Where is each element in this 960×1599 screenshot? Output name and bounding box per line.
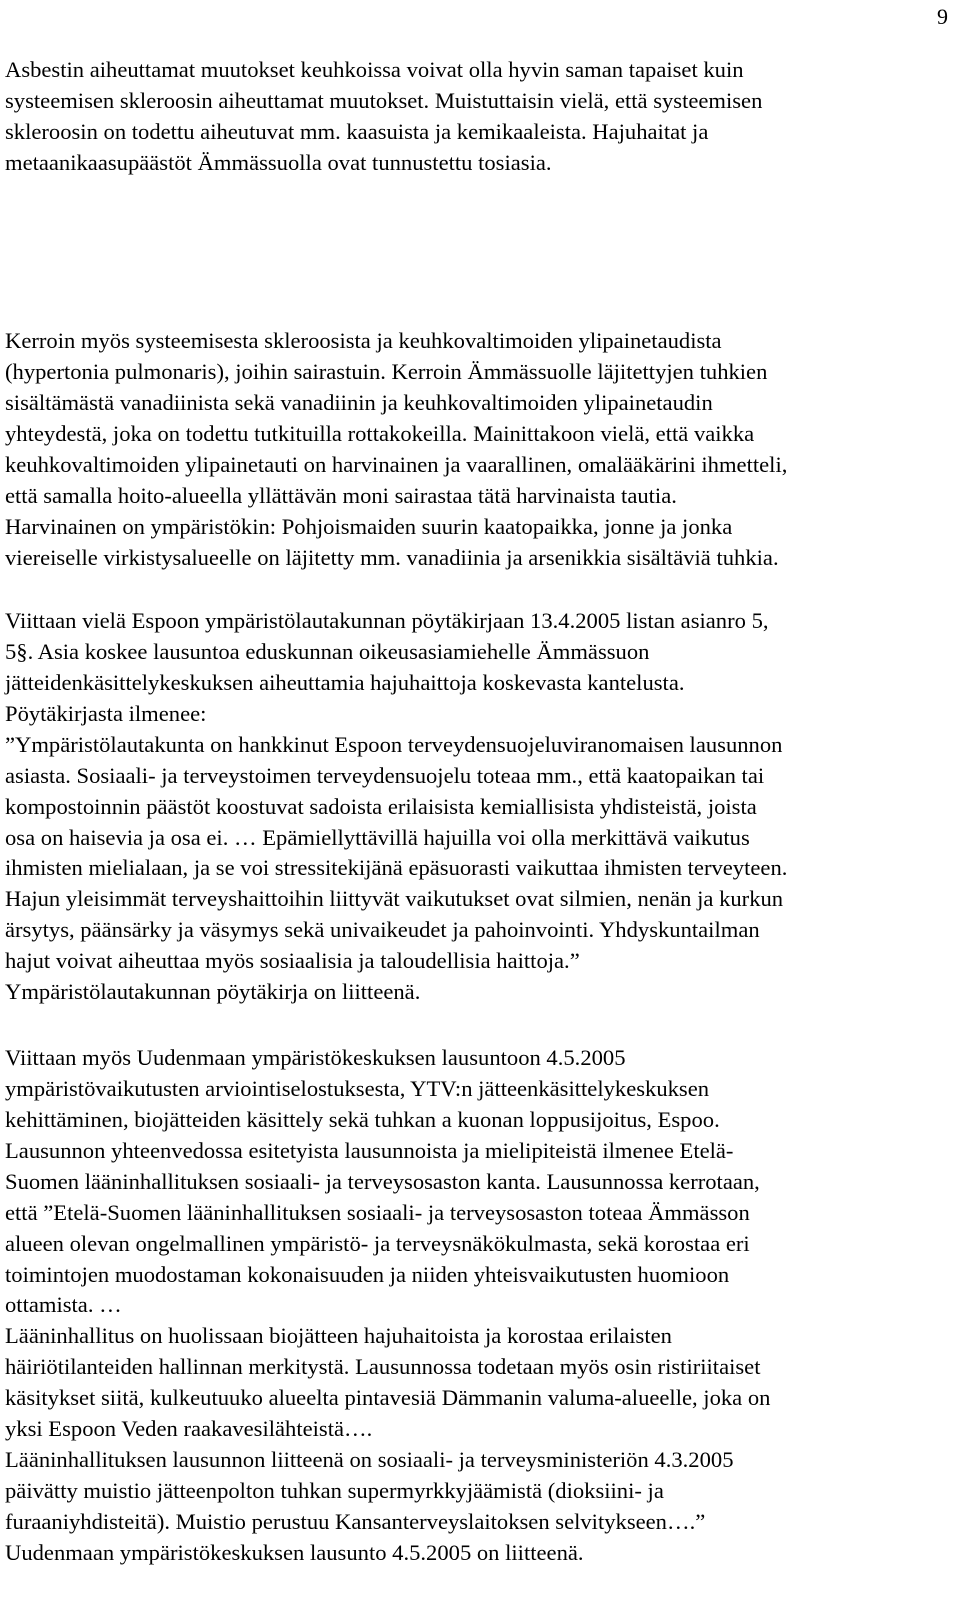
text-line: ihmisten mielialaan, ja se voi stressitekijänä epäsuorasti vaikuttaa ihmisten terveyteen. bbox=[5, 855, 788, 881]
text-line: asiasta. Sosiaali- ja terveystoimen terveydensuojelu toteaa mm., että kaatopaikan tai bbox=[5, 762, 765, 788]
text-line: Uudenmaan ympäristökeskuksen lausunto 4.5.2005 on liitteenä. bbox=[5, 1539, 584, 1565]
text-line: Suomen lääninhallituksen sosiaali- ja terveysosaston kanta. Lausunnossa kerrotaan, bbox=[5, 1168, 760, 1194]
text-line: että ”Etelä-Suomen lääninhallituksen sosiaali- ja terveysosaston toteaa Ämmässon bbox=[5, 1199, 750, 1225]
text-line: Harvinainen on ympäristökin: Pohjoismaiden suurin kaatopaikka, jonne ja jonka bbox=[5, 513, 733, 539]
text-line: jätteidenkäsittelykeskuksen aiheuttamia hajuhaittoja koskevasta kantelusta. bbox=[5, 669, 685, 695]
text-line: yksi Espoon Veden raakavesilähteistä…. bbox=[5, 1416, 373, 1442]
text-line: systeemisen skleroosin aiheuttamat muutokset. Muistuttaisin vielä, että systeemisen bbox=[5, 87, 763, 113]
text-line: Viittaan myös Uudenmaan ympäristökeskuksen lausuntoon 4.5.2005 bbox=[5, 1045, 626, 1070]
text-line: metaanikaasupäästöt Ämmässuolla ovat tunnustettu tosiasia. bbox=[5, 149, 552, 175]
text-line: ympäristövaikutusten arviointiselostuksesta, YTV:n jätteenkäsittelykeskuksen bbox=[5, 1075, 710, 1101]
text-line: Pöytäkirjasta ilmenee: bbox=[5, 700, 207, 726]
text-line: osa on haisevia ja osa ei. … Epämiellyttävillä hajuilla voi olla merkittävä vaikutus bbox=[5, 824, 750, 850]
text-line: Ympäristölautakunnan pöytäkirja on liitteenä. bbox=[5, 979, 421, 1005]
text-line: toimintojen muodostaman kokonaisuuden ja niiden yhteisvaikutusten huomioon bbox=[5, 1261, 730, 1287]
text-line: yhteydestä, joka on todettu tutkituilla rottakokeilla. Mainittakoon vielä, että vaikka bbox=[5, 420, 755, 446]
text-line: käsitykset siitä, kulkeutuuko alueelta pintavesiä Dämmanin valuma-alueelle, joka on bbox=[5, 1385, 771, 1411]
text-line: kehittäminen, biojätteiden käsittely sekä tuhkan a kuonan loppusijoitus, Espoo. bbox=[5, 1106, 720, 1132]
text-line: Lääninhallitus on huolissaan biojätteen hajuhaitoista ja korostaa erilaisten bbox=[5, 1323, 672, 1349]
text-line: keuhkovaltimoiden ylipainetauti on harvinainen ja vaarallinen, omalääkärini ihmetteli, bbox=[5, 451, 788, 477]
text-line: Kerroin myös systeemisesta skleroosista ja keuhkovaltimoiden ylipainetaudista bbox=[5, 328, 722, 353]
text-line: alueen olevan ongelmallinen ympäristö- ja terveysnäkökulmasta, sekä korostaa eri bbox=[5, 1230, 750, 1256]
text-line: että samalla hoito-alueella yllättävän moni sairastaa tätä harvinaista tautia. bbox=[5, 482, 677, 508]
page-number: 9 bbox=[937, 4, 948, 29]
text-line: furaaniyhdisteitä). Muistio perustuu Kansanterveyslaitoksen selvitykseen….” bbox=[5, 1508, 706, 1534]
text-line: hajut voivat aiheuttaa myös sosiaalisia ja taloudellisia haittoja.” bbox=[5, 948, 580, 974]
text-line: 5§. Asia koskee lausuntoa eduskunnan oikeusasiamiehelle Ämmässuon bbox=[5, 638, 650, 664]
text-line: Asbestin aiheuttamat muutokset keuhkoissa voivat olla hyvin saman tapaiset kuin bbox=[5, 57, 744, 82]
text-line: Viittaan vielä Espoon ympäristölautakunnan pöytäkirjaan 13.4.2005 listan asianro 5, bbox=[5, 608, 769, 633]
text-line: (hypertonia pulmonaris), joihin sairastuin. Kerroin Ämmässuolle läjitettyjen tuhkien bbox=[5, 358, 768, 384]
text-line: kompostoinnin päästöt koostuvat sadoista erilaisista kemiallisista yhdisteistä, joista bbox=[5, 793, 757, 819]
text-line: ottamista. … bbox=[5, 1292, 122, 1318]
text-line: sisältämästä vanadiinista sekä vanadiinin ja keuhkovaltimoiden ylipainetaudin bbox=[5, 389, 713, 415]
text-line: viereiselle virkistysalueelle on läjitetty mm. vanadiinia ja arsenikkia sisältäviä tuhkia. bbox=[5, 544, 779, 570]
text-line: ”Ympäristölautakunta on hankkinut Espoon terveydensuojeluviranomaisen lausunnon bbox=[5, 731, 783, 757]
text-line: häiriötilanteiden hallinnan merkitystä. Lausunnossa todetaan myös osin ristiriitaiset bbox=[5, 1354, 761, 1380]
text-line: Lausunnon yhteenvedossa esitetyista lausunnoista ja mielipiteistä ilmenee Etelä- bbox=[5, 1137, 734, 1163]
text-line: ärsytys, päänsärky ja väsymys sekä univaikeudet ja pahoinvointi. Yhdyskuntailman bbox=[5, 917, 760, 943]
text-line: skleroosin on todettu aiheutuvat mm. kaasuista ja kemikaaleista. Hajuhaitat ja bbox=[5, 118, 709, 144]
text-line: päivätty muistio jätteenpolton tuhkan supermyrkkyjäämistä (dioksiini- ja bbox=[5, 1478, 664, 1504]
text-line: Hajun yleisimmät terveyshaittoihin liittyvät vaikutukset ovat silmien, nenän ja kurkun bbox=[5, 886, 784, 912]
text-line: Lääninhallituksen lausunnon liitteenä on sosiaali- ja terveysministeriön 4.3.2005 bbox=[5, 1447, 734, 1473]
